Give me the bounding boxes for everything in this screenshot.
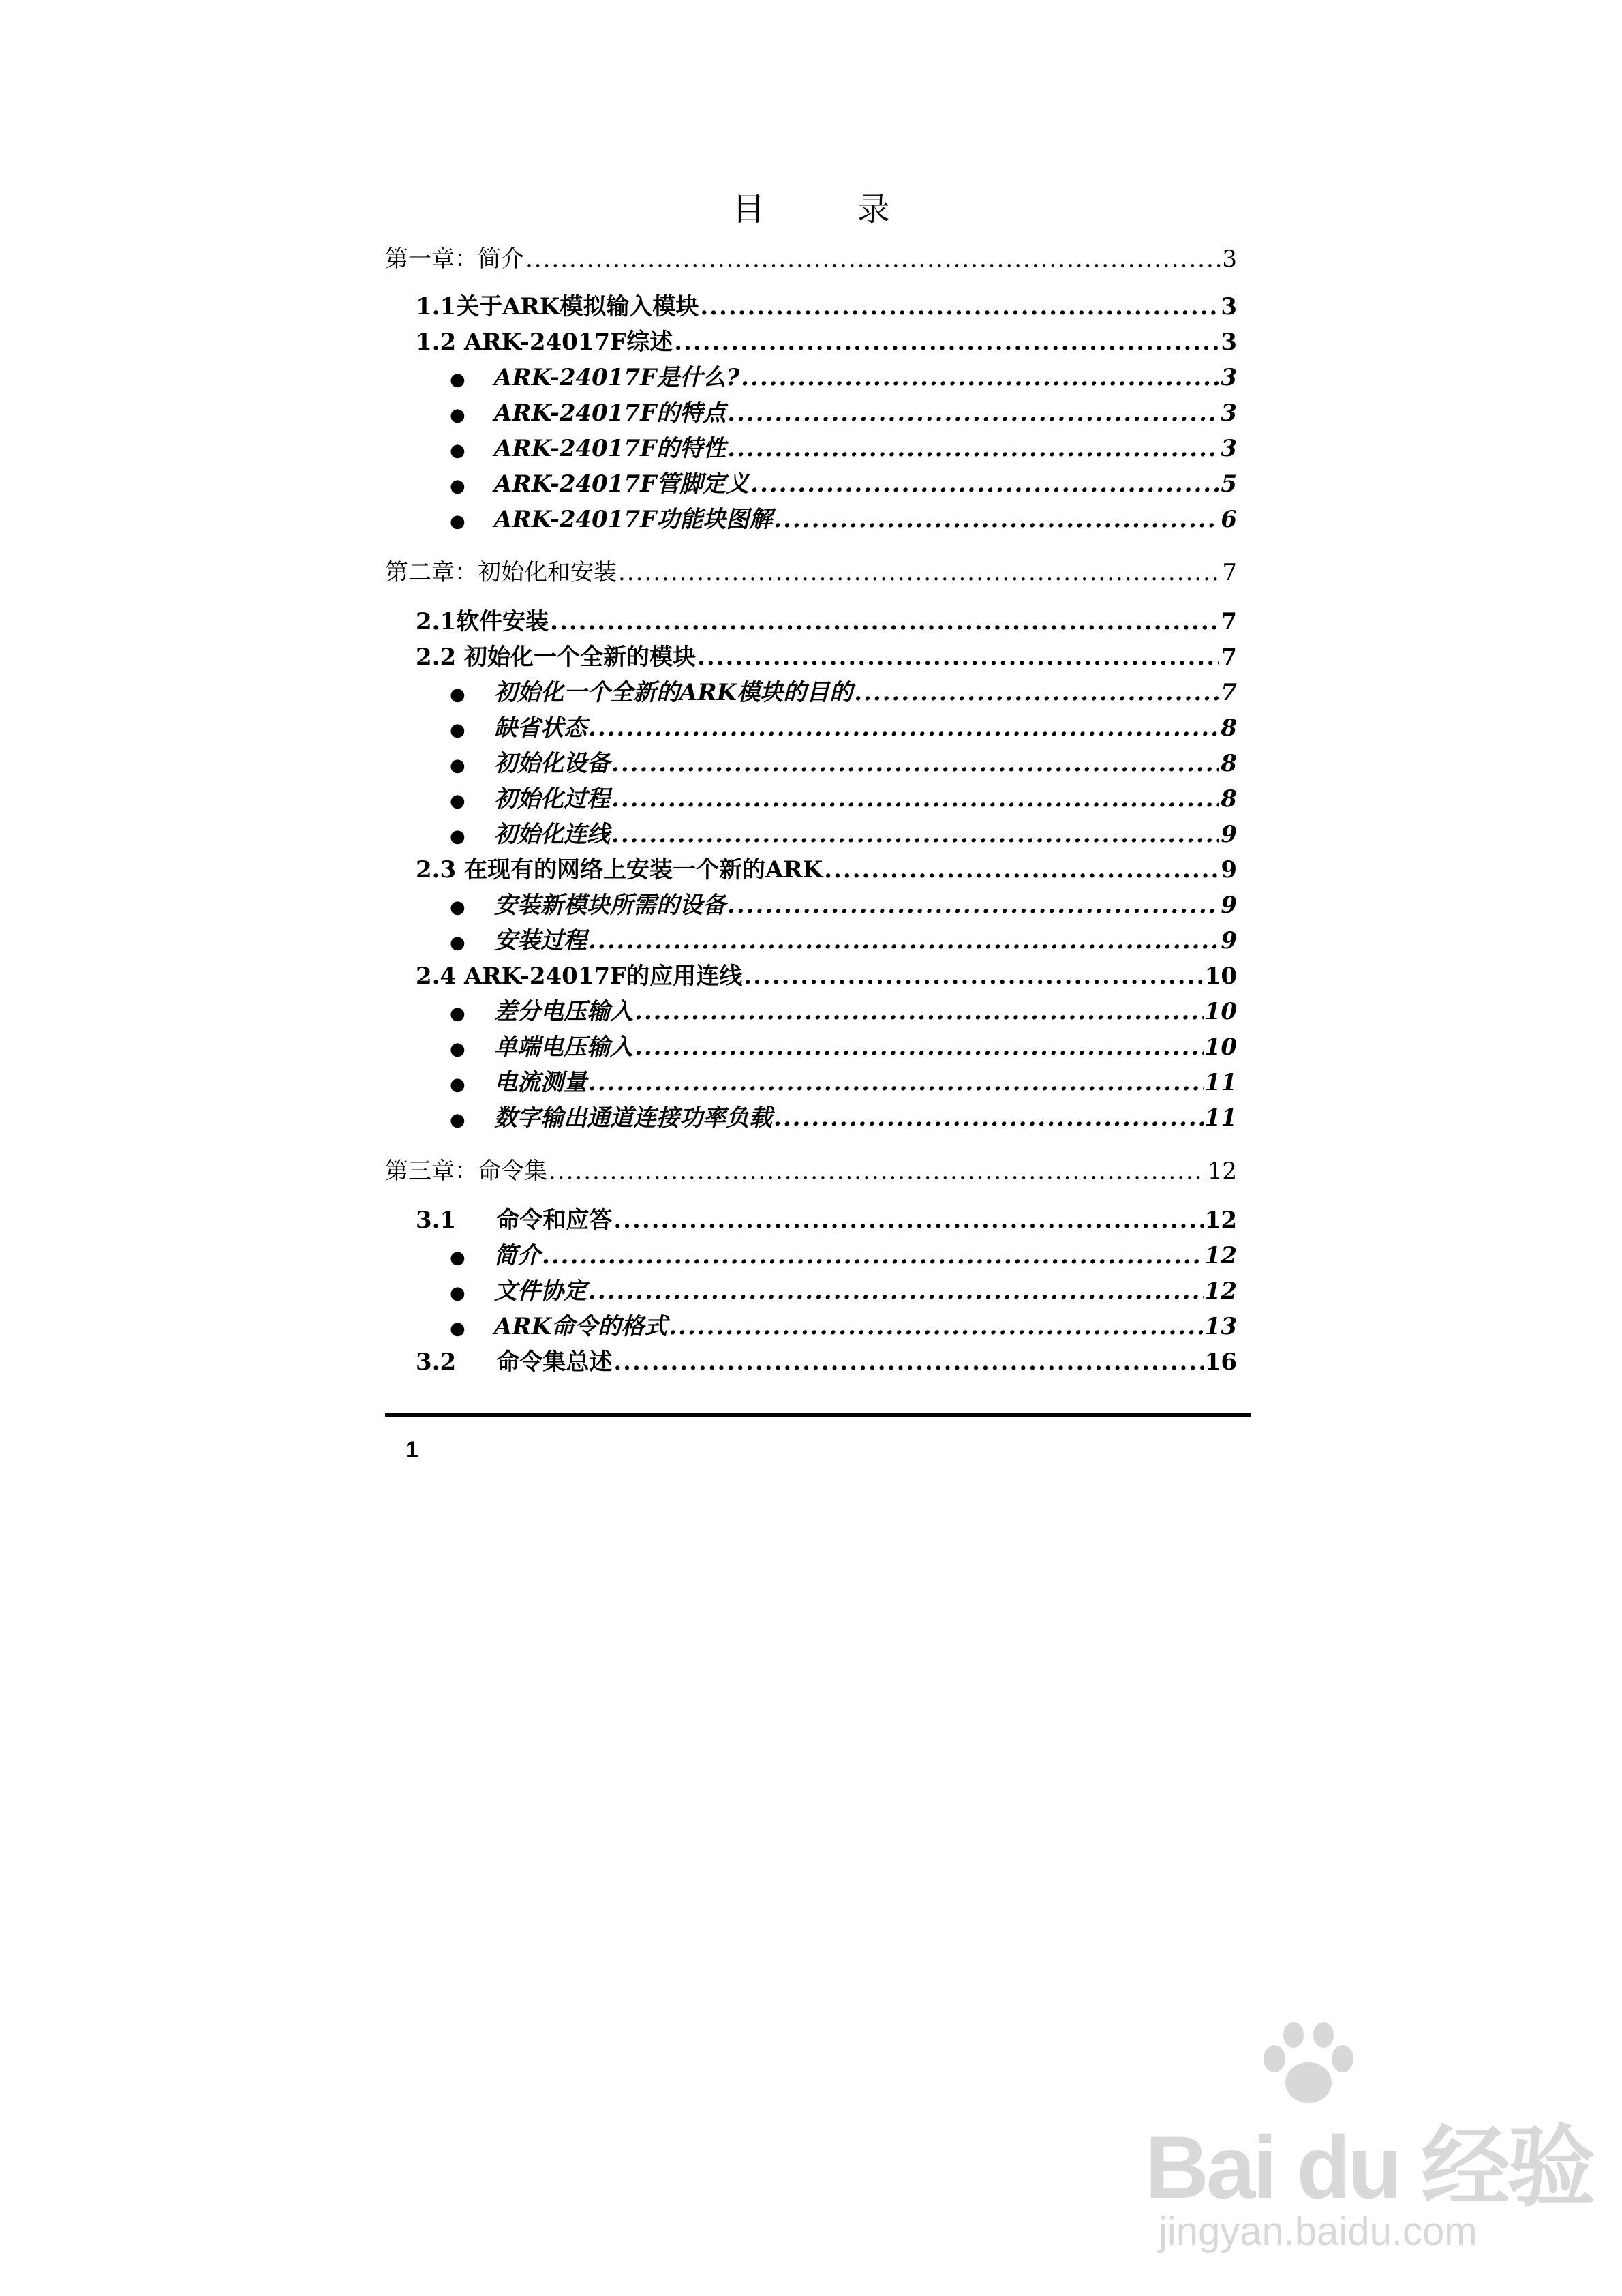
bullet-icon: ● [450,1248,465,1268]
toc-label: 2.4 ARK-24017F的应用连线 [416,963,743,990]
toc-section-1-1[interactable] [416,290,1237,324]
toc-item[interactable] [450,817,1237,851]
baidu-watermark [1145,2018,1593,2263]
dot-leader [634,1030,1204,1064]
dot-leader [727,888,1219,922]
dot-leader [700,290,1219,324]
dot-leader [588,1066,1204,1100]
toc-page-number: 3 [1221,293,1237,320]
toc-item[interactable] [450,432,1237,466]
toc-item[interactable] [450,711,1237,745]
dot-leader [824,853,1219,887]
toc-page-number: 12 [1204,1207,1237,1234]
toc-item[interactable] [450,467,1237,501]
toc-label: 安装新模块所需的设备 [494,892,726,919]
toc-page-number: 7 [1221,679,1237,706]
dot-leader [741,361,1219,395]
page-number: 1 [406,1437,418,1463]
bullet-icon: ● [450,1318,465,1339]
dot-leader [611,817,1219,851]
toc-page-number: 7 [1221,644,1237,671]
bullet-icon: ● [450,897,465,918]
toc-page-number: 3 [1221,435,1237,462]
toc-label: ARK-24017F是什么? [494,364,740,391]
toc-page-number: 12 [1204,1242,1237,1269]
toc-label: 第三章：命令集 [385,1158,547,1185]
bullet-icon: ● [450,1110,465,1130]
toc-section-2-1[interactable] [416,605,1237,639]
toc-label: ARK命令的格式 [494,1313,668,1340]
bullet-icon: ● [450,826,465,847]
dot-leader [774,502,1219,537]
toc-item[interactable] [450,502,1237,537]
dot-leader [613,1203,1203,1237]
toc-chapter-3[interactable] [385,1154,1237,1188]
toc-page-number: 12 [1207,1158,1237,1185]
toc-section-2-3[interactable] [416,853,1237,887]
bullet-icon: ● [450,476,465,496]
toc-label: 初始化过程 [494,785,610,813]
toc-page-number: 10 [1204,1033,1237,1061]
toc-page-number: 7 [1221,608,1237,635]
toc-label: 单端电压输入 [494,1033,633,1061]
bullet-icon: ● [450,684,465,705]
toc-page-number: 8 [1221,785,1237,813]
toc-item[interactable] [450,1310,1237,1344]
toc-label: 简介 [494,1242,540,1269]
toc-page-number: 12 [1204,1278,1237,1305]
dot-leader [549,1154,1206,1188]
toc-label: 第一章：简介 [385,245,524,273]
toc-label: ARK-24017F功能块图解 [494,506,773,533]
toc-item[interactable] [450,1030,1237,1064]
toc-page-number: 11 [1204,1069,1237,1096]
dot-leader [727,432,1219,466]
toc-label: 差分电压输入 [494,998,633,1025]
toc-page-number: 9 [1221,821,1237,848]
toc-item[interactable] [450,676,1237,710]
toc-label: 3.2 命令集总述 [416,1348,613,1376]
bullet-icon: ● [450,755,465,776]
page-title: 目 录 [732,190,931,228]
toc-label: 1.1关于ARK模拟输入模块 [416,293,699,320]
toc-page-number: 9 [1221,927,1237,954]
bullet-icon: ● [450,1003,465,1024]
bullet-icon: ● [450,440,465,461]
dot-leader [550,605,1219,639]
toc-item[interactable] [450,746,1237,781]
toc-item[interactable] [450,995,1237,1029]
toc-page-number: 11 [1204,1104,1237,1132]
dot-leader [774,1101,1204,1135]
toc-label: 1.2 ARK-24017F综述 [416,329,673,356]
toc-label: ARK-24017F管脚定义 [494,470,750,498]
toc-section-1-2[interactable] [416,325,1237,359]
dot-leader [669,1310,1203,1344]
footer-rule [385,1413,1251,1417]
bullet-icon: ● [450,1283,465,1303]
toc-label: ARK-24017F的特性 [494,435,726,462]
toc-label: 2.2 初始化一个全新的模块 [416,644,696,671]
dot-leader [588,924,1219,958]
toc-page-number: 16 [1204,1348,1237,1376]
toc-page-number: 10 [1204,998,1237,1025]
toc-page-number: 5 [1221,470,1237,498]
bullet-icon: ● [450,791,465,811]
toc-label: 缺省状态 [494,714,587,742]
toc-item[interactable] [450,1239,1237,1273]
toc-item[interactable] [450,782,1237,816]
toc-label: 初始化连线 [494,821,610,848]
watermark-url: jingyan.baidu.com [1159,2209,1478,2254]
dot-leader [618,556,1221,590]
toc-item[interactable] [450,361,1237,395]
toc-label: 第二章：初始化和安装 [385,559,617,586]
bullet-icon: ● [450,511,465,532]
toc-page-number: 8 [1221,750,1237,777]
toc-page-number: 13 [1204,1313,1237,1340]
dot-leader [727,396,1219,430]
bullet-icon: ● [450,369,465,390]
toc-chapter-1[interactable] [385,242,1237,276]
toc-page-number: 9 [1221,856,1237,883]
toc-label: 电流测量 [494,1069,587,1096]
toc-page-number: 9 [1221,892,1237,919]
toc-section-3-2[interactable] [416,1345,1237,1379]
dot-leader [750,467,1219,501]
dot-leader [542,1239,1204,1273]
dot-leader [588,1274,1204,1308]
dot-leader [611,746,1219,781]
toc-page-number: 3 [1222,245,1237,273]
dot-leader [634,995,1204,1029]
toc-item[interactable] [450,1101,1237,1135]
toc-label: ARK-24017F的特点 [494,399,726,427]
bullet-icon: ● [450,405,465,425]
toc-page-number: 3 [1221,364,1237,391]
toc-label: 2.3 在现有的网络上安装一个新的ARK [416,856,823,883]
dot-leader [525,242,1221,276]
toc-section-2-4[interactable] [416,959,1237,993]
toc-label: 安装过程 [494,927,587,954]
toc-item[interactable] [450,924,1237,958]
toc-page-number: 3 [1221,399,1237,427]
watermark-logo: Bai du 经验 [1145,2117,1593,2217]
toc-page-number: 7 [1222,559,1237,586]
bullet-icon: ● [450,720,465,740]
toc-item[interactable] [450,1066,1237,1100]
toc-label: 初始化设备 [494,750,610,777]
bullet-icon: ● [450,1074,465,1095]
dot-leader [744,959,1203,993]
toc-section-3-1[interactable] [416,1203,1237,1237]
dot-leader [613,1345,1203,1379]
toc-page-number: 6 [1221,506,1237,533]
toc-item[interactable] [450,396,1237,430]
toc-chapter-2[interactable] [385,556,1237,590]
toc-label: 3.1 命令和应答 [416,1207,613,1234]
toc-item[interactable] [450,1274,1237,1308]
toc-label: 数字输出通道连接功率负载 [494,1104,772,1132]
dot-leader [674,325,1219,359]
dot-leader [611,782,1219,816]
dot-leader [588,711,1219,745]
toc-label: 2.1软件安装 [416,608,549,635]
bullet-icon: ● [450,1039,465,1059]
dot-leader [854,676,1219,710]
toc-page-number: 10 [1204,963,1237,990]
toc-item[interactable] [450,888,1237,922]
toc-section-2-2[interactable] [416,640,1237,674]
bullet-icon: ● [450,933,465,953]
dot-leader [697,640,1219,674]
toc-page-number: 8 [1221,714,1237,742]
toc-label: 初始化一个全新的ARK模块的目的 [494,679,853,706]
toc-label: 文件协定 [494,1278,587,1305]
toc-page-number: 3 [1221,329,1237,356]
